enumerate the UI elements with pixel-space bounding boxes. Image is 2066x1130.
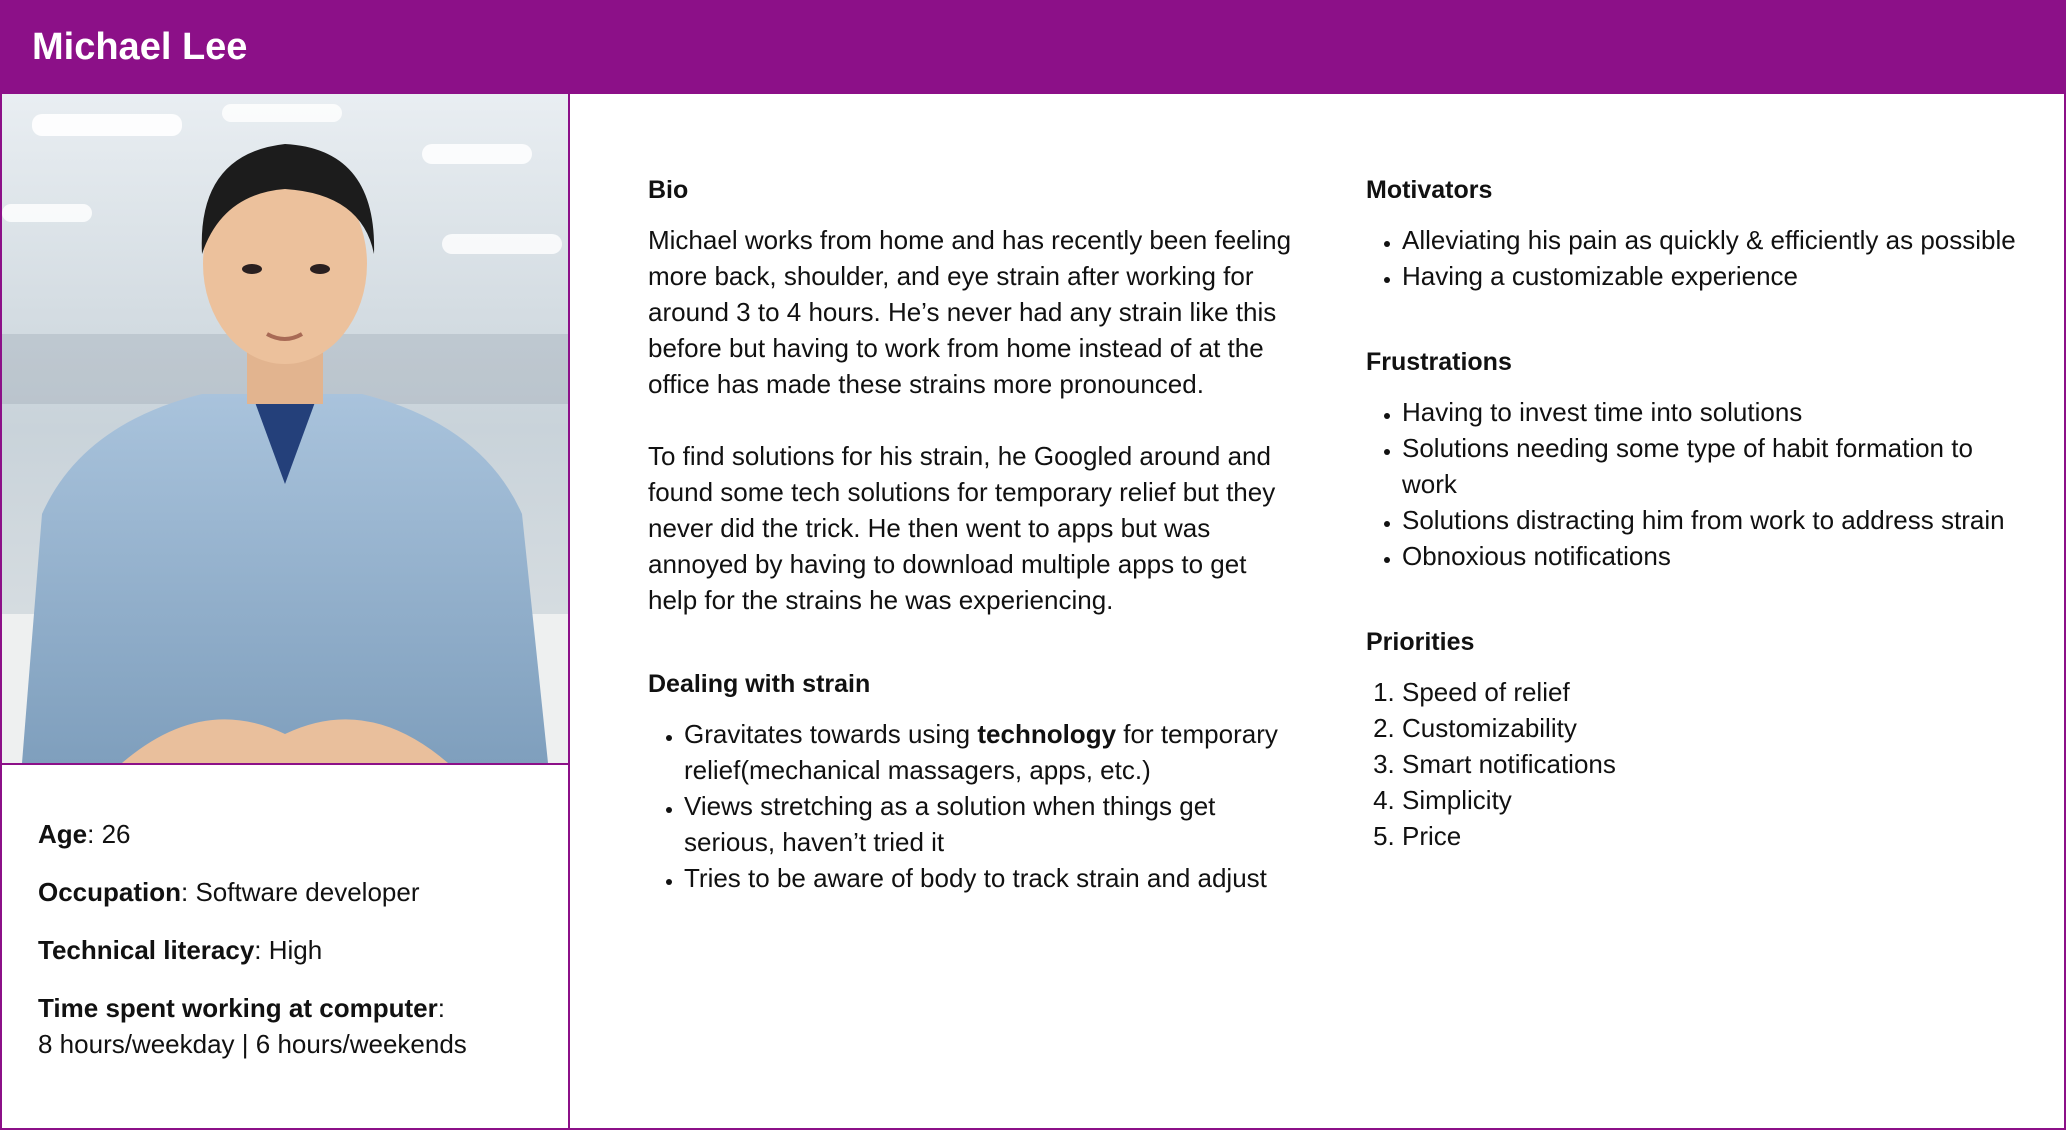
list-item: • Having to invest time into solutions — [1402, 394, 2026, 430]
list-item: 5. Price — [1402, 818, 2026, 854]
dealing-title: Dealing with strain — [648, 670, 871, 698]
bio-title: Bio — [648, 176, 689, 204]
list-item: • Solutions needing some type of habit formation to work — [1402, 430, 2026, 502]
literacy-value: : High — [254, 935, 323, 965]
column-divider — [568, 93, 570, 1130]
literacy-label: Technical literacy — [38, 935, 255, 965]
dealing-list — [648, 716, 1298, 896]
age-label: Age — [38, 819, 88, 849]
middle-column — [648, 174, 1298, 896]
list-item: 1. Speed of relief — [1402, 674, 2026, 710]
list-item: • Solutions distracting him from work to address strain — [1402, 502, 2026, 538]
motivators-list — [1366, 222, 2026, 294]
literacy-row — [38, 932, 558, 968]
list-item: 3. Smart notifications — [1402, 746, 2026, 782]
header-bar — [0, 0, 2066, 94]
list-item: • Alleviating his pain as quickly & efficiently as possible — [1402, 222, 2026, 258]
right-column — [1366, 174, 2026, 854]
age-row — [38, 816, 558, 852]
priorities-title: Priorities — [1366, 628, 1475, 656]
list-item: • Having a customizable experience — [1402, 258, 2026, 294]
dealing-item-1-pre: Gravitates towards using — [684, 719, 978, 749]
list-item: • Views stretching as a solution when things get serious, haven’t tried it — [684, 788, 1298, 860]
list-item: 2. Customizability — [1402, 710, 2026, 746]
list-item — [684, 716, 1298, 788]
occupation-label: Occupation — [38, 877, 182, 907]
photo-divider — [0, 763, 570, 765]
list-item: • Obnoxious notifications — [1402, 538, 2026, 574]
occupation-value: : Software developer — [181, 877, 420, 907]
persona-photo — [2, 94, 568, 763]
bio-paragraph-2: To find solutions for his strain, he Googled around and found some tech solutions for temporary relief but they never did the trick. He then went to apps but was annoyed by having to download multiple apps to get help for the strains he was experiencing. — [648, 441, 1276, 615]
persona-name: Michael Lee — [32, 26, 248, 68]
persona-info — [38, 816, 558, 1084]
frustrations-list — [1366, 394, 2026, 574]
list-item: • Tries to be aware of body to track strain and adjust — [684, 860, 1298, 896]
dealing-item-1-bold: technology — [977, 719, 1117, 749]
dealing-item-1-post: for temporary relief(mechanical massagers, apps, etc.) — [684, 719, 1278, 785]
bio-paragraph-1: Michael works from home and has recently been feeling more back, shoulder, and eye strain after working for around 3 to 4 hours. He’s never had any strain like this before but having to work from home instead of at the office has made these strains more pronounced. — [648, 225, 1292, 399]
time-row — [38, 990, 558, 1062]
occupation-row — [38, 874, 558, 910]
time-value: 8 hours/weekday | 6 hours/weekends — [38, 1029, 467, 1059]
motivators-title: Motivators — [1366, 176, 1493, 204]
list-item: 4. Simplicity — [1402, 782, 2026, 818]
priorities-list — [1366, 674, 2026, 854]
time-colon: : — [437, 993, 445, 1023]
frustrations-title: Frustrations — [1366, 348, 1512, 376]
age-value: : 26 — [87, 819, 131, 849]
time-label: Time spent working at computer — [38, 993, 438, 1023]
